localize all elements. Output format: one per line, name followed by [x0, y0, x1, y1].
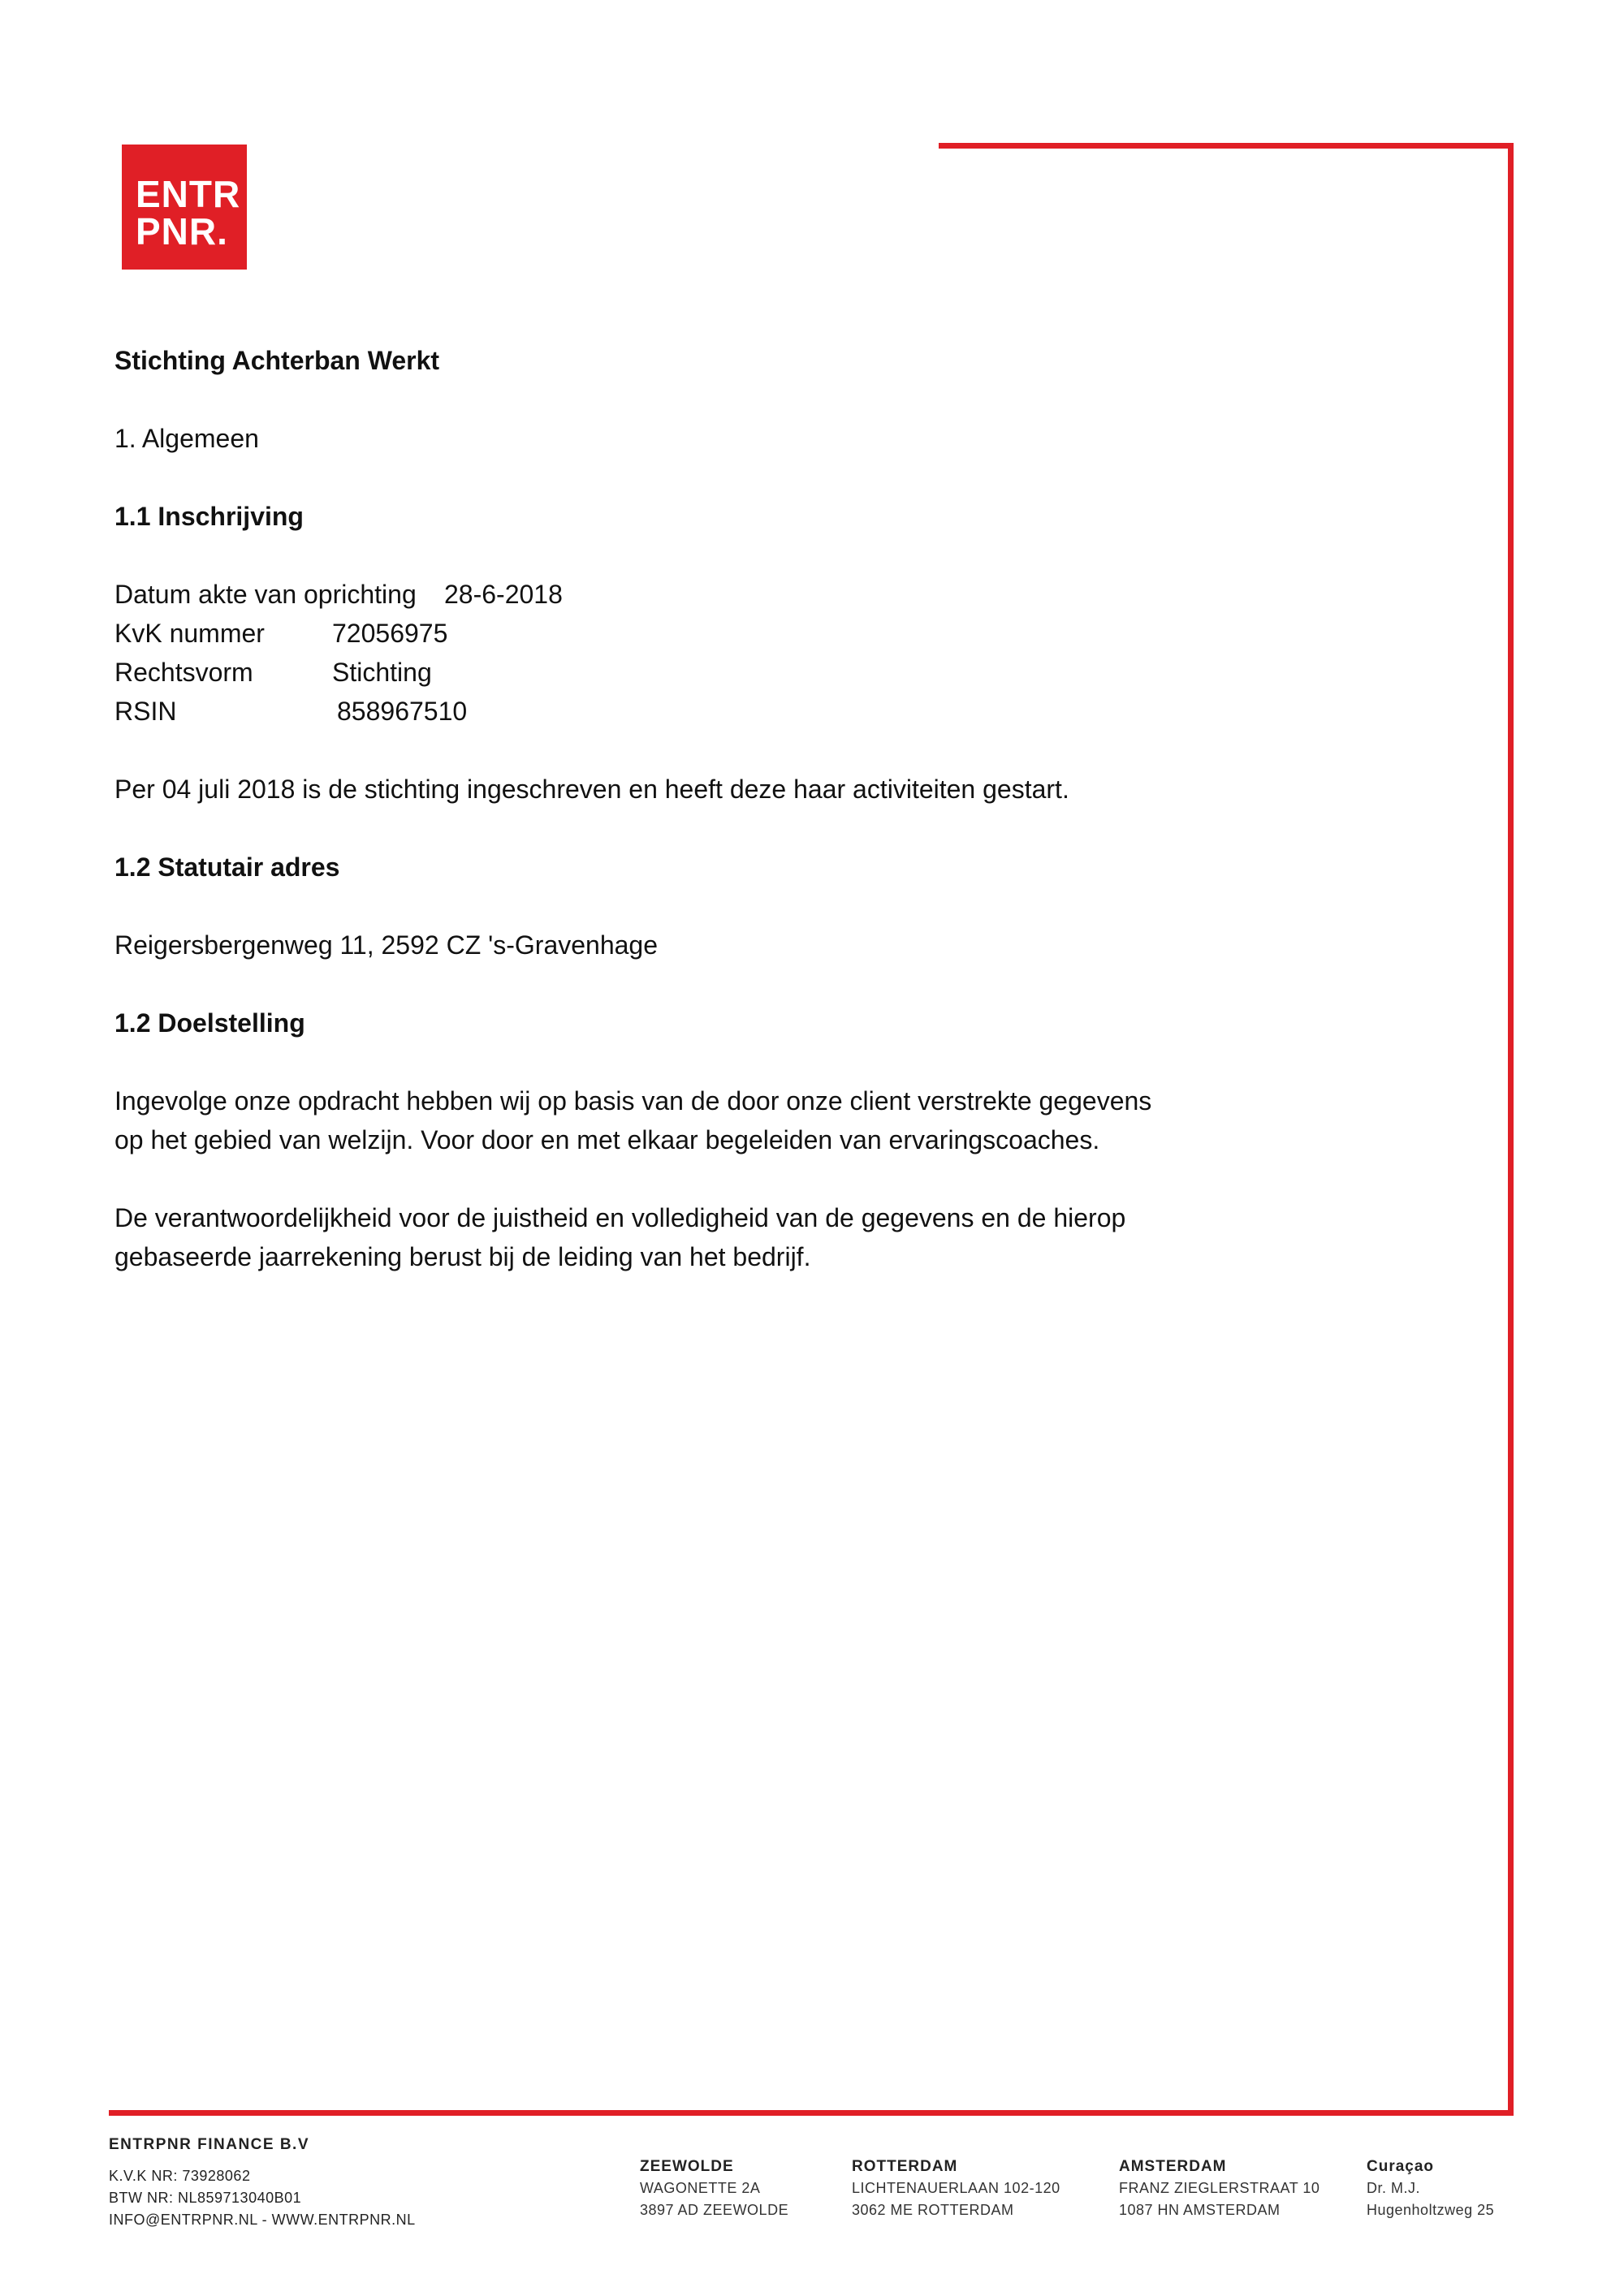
office-city: Curaçao: [1367, 2158, 1435, 2175]
section-heading-algemeen: 1. Algemeen: [114, 424, 259, 453]
office-city: ROTTERDAM: [852, 2158, 958, 2175]
footer-company-name: ENTRPNR FINANCE B.V: [109, 2136, 310, 2153]
subheading-inschrijving: 1.1 Inschrijving: [114, 502, 304, 531]
frame-bottom-border: [109, 2110, 1514, 2116]
registration-label: Datum akte van oprichting: [114, 580, 417, 609]
office-address-line: 3897 AD ZEEWOLDE: [640, 2202, 789, 2218]
logo-line-2: PNR.: [136, 210, 228, 252]
subheading-statutair-adres: 1.2 Statutair adres: [114, 852, 340, 882]
registration-value: 72056975: [332, 619, 448, 648]
footer-office-curacao: [1367, 2156, 1494, 2221]
office-address-line: 1087 HN AMSTERDAM: [1119, 2202, 1281, 2218]
office-address-line: Hugenholtzweg 25: [1367, 2202, 1495, 2218]
footer-contact: INFO@ENTRPNR.NL - WWW.ENTRPNR.NL: [109, 2212, 416, 2228]
frame-top-border: [939, 143, 1514, 149]
goal-text-line-1: Ingevolge onze opdracht hebben wij op basis van de door onze client verstrekte gegevens: [114, 1086, 1152, 1116]
office-address-line: 3062 ME ROTTERDAM: [852, 2202, 1014, 2218]
office-address-line: FRANZ ZIEGLERSTRAAT 10: [1119, 2180, 1320, 2196]
responsibility-text-line-1: De verantwoordelijkheid voor de juistheid en volledigheid van de gegevens en de hierop: [114, 1203, 1126, 1232]
start-activities-text: Per 04 juli 2018 is de stichting ingeschreven en heeft deze haar activiteiten gestart.: [114, 775, 1069, 804]
entrpnr-logo: [122, 145, 247, 270]
registration-label: KvK nummer: [114, 619, 265, 648]
document-title: Stichting Achterban Werkt: [114, 346, 440, 375]
registration-label: RSIN: [114, 697, 177, 726]
office-city: AMSTERDAM: [1119, 2158, 1227, 2175]
footer-kvk: K.V.K NR: 73928062: [109, 2168, 251, 2184]
goal-text-line-2: op het gebied van welzijn. Voor door en met elkaar begeleiden van ervaringscoaches.: [114, 1125, 1100, 1154]
responsibility-text-line-2: gebaseerde jaarrekening berust bij de leiding van het bedrijf.: [114, 1242, 811, 1271]
footer-btw: BTW NR: NL859713040B01: [109, 2190, 302, 2206]
page-footer: [109, 2127, 1522, 2249]
registration-label: Rechtsvorm: [114, 658, 253, 687]
office-address-line: Dr. M.J.: [1367, 2180, 1420, 2196]
logo-line-1: ENTR: [136, 173, 241, 215]
footer-office-rotterdam: [852, 2156, 1060, 2221]
office-address-line: LICHTENAUERLAAN 102-120: [852, 2180, 1060, 2196]
subheading-doelstelling: 1.2 Doelstelling: [114, 1008, 305, 1038]
registration-value: Stichting: [332, 658, 432, 687]
statutory-address: Reigersbergenweg 11, 2592 CZ 's-Gravenhage: [114, 930, 659, 960]
footer-office-amsterdam: [1119, 2156, 1320, 2221]
registration-value: 858967510: [337, 697, 468, 726]
office-address-line: WAGONETTE 2A: [640, 2180, 761, 2196]
footer-office-zeewolde: [640, 2156, 788, 2221]
office-city: ZEEWOLDE: [640, 2158, 734, 2175]
frame-right-border: [1508, 143, 1514, 2116]
registration-value: 28-6-2018: [444, 580, 563, 609]
